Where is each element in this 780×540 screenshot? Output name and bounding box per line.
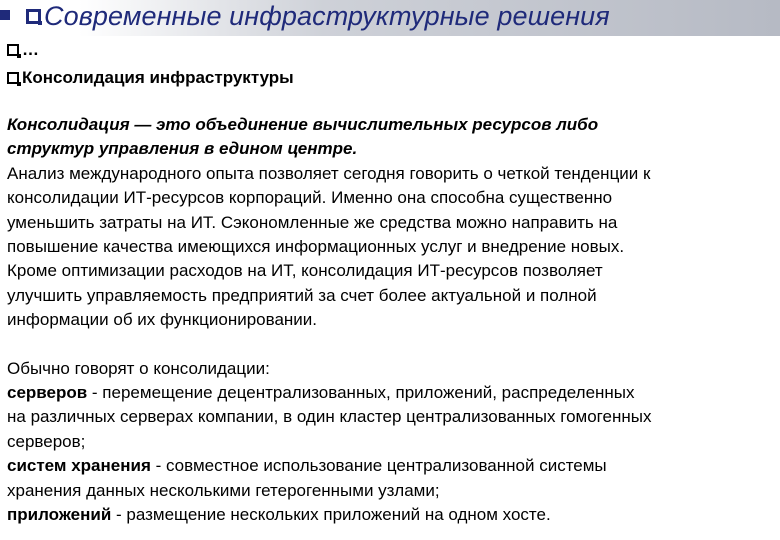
paragraph-line: Анализ международного опыта позволяет сегодня говорить о четкой тенденции к [7,163,651,183]
bullet-text: Консолидация инфраструктуры [22,68,294,87]
paragraph-line: повышение качества имеющихся информационных услуг и внедрение новых. [7,237,625,257]
term-storage: систем хранения [7,456,151,476]
bullet-consolidation [7,68,294,88]
term-servers: серверов [7,383,88,403]
checkbox-bullet-icon [26,9,41,24]
paragraph-line: улучшить управляемость предприятий за счет более актуальной и полной [7,285,597,305]
paragraph-line: Кроме оптимизации расходов на ИТ, консолидация ИТ-ресурсов позволяет [7,261,603,281]
list-item-servers [7,381,777,405]
definition-line: Консолидация — это объединение вычислительных ресурсов либо [7,115,599,134]
term-apps: приложений [7,505,112,525]
list-item-storage [7,454,777,478]
servers-text: - перемещение децентрализованных, приложений, распределенных [87,383,635,403]
paragraph-gap [7,333,777,357]
paragraph-line: информации об их функционировании. [7,310,318,330]
paragraph-line: консолидации ИТ-ресурсов корпораций. Именно она способна существенно [7,188,613,208]
storage-line: хранения данных несколькими гетерогенными узлами; [7,480,440,500]
servers-line: серверов; [7,431,86,451]
apps-text: - размещение нескольких приложений на одном хосте. [111,505,551,525]
title-row [26,0,610,34]
intro-line: Обычно говорят о консолидации: [7,358,270,378]
corner-square-decoration [0,10,10,20]
checkbox-bullet-icon [7,44,19,56]
bullet-ellipsis [7,40,39,60]
storage-text: - совместное использование централизованной системы [150,456,607,476]
checkbox-bullet-icon [7,72,19,84]
paragraph-line: уменьшить затраты на ИТ. Сэкономленные же средства можно направить на [7,212,618,232]
definition-line: структур управления в едином центре. [7,139,358,159]
slide-body [7,113,777,528]
list-item-apps [7,503,777,527]
bullet-text: … [22,40,39,59]
slide-title: Современные инфраструктурные решения [44,0,610,31]
servers-line: на различных серверах компании, в один кластер централизованных гомогенных [7,407,652,427]
